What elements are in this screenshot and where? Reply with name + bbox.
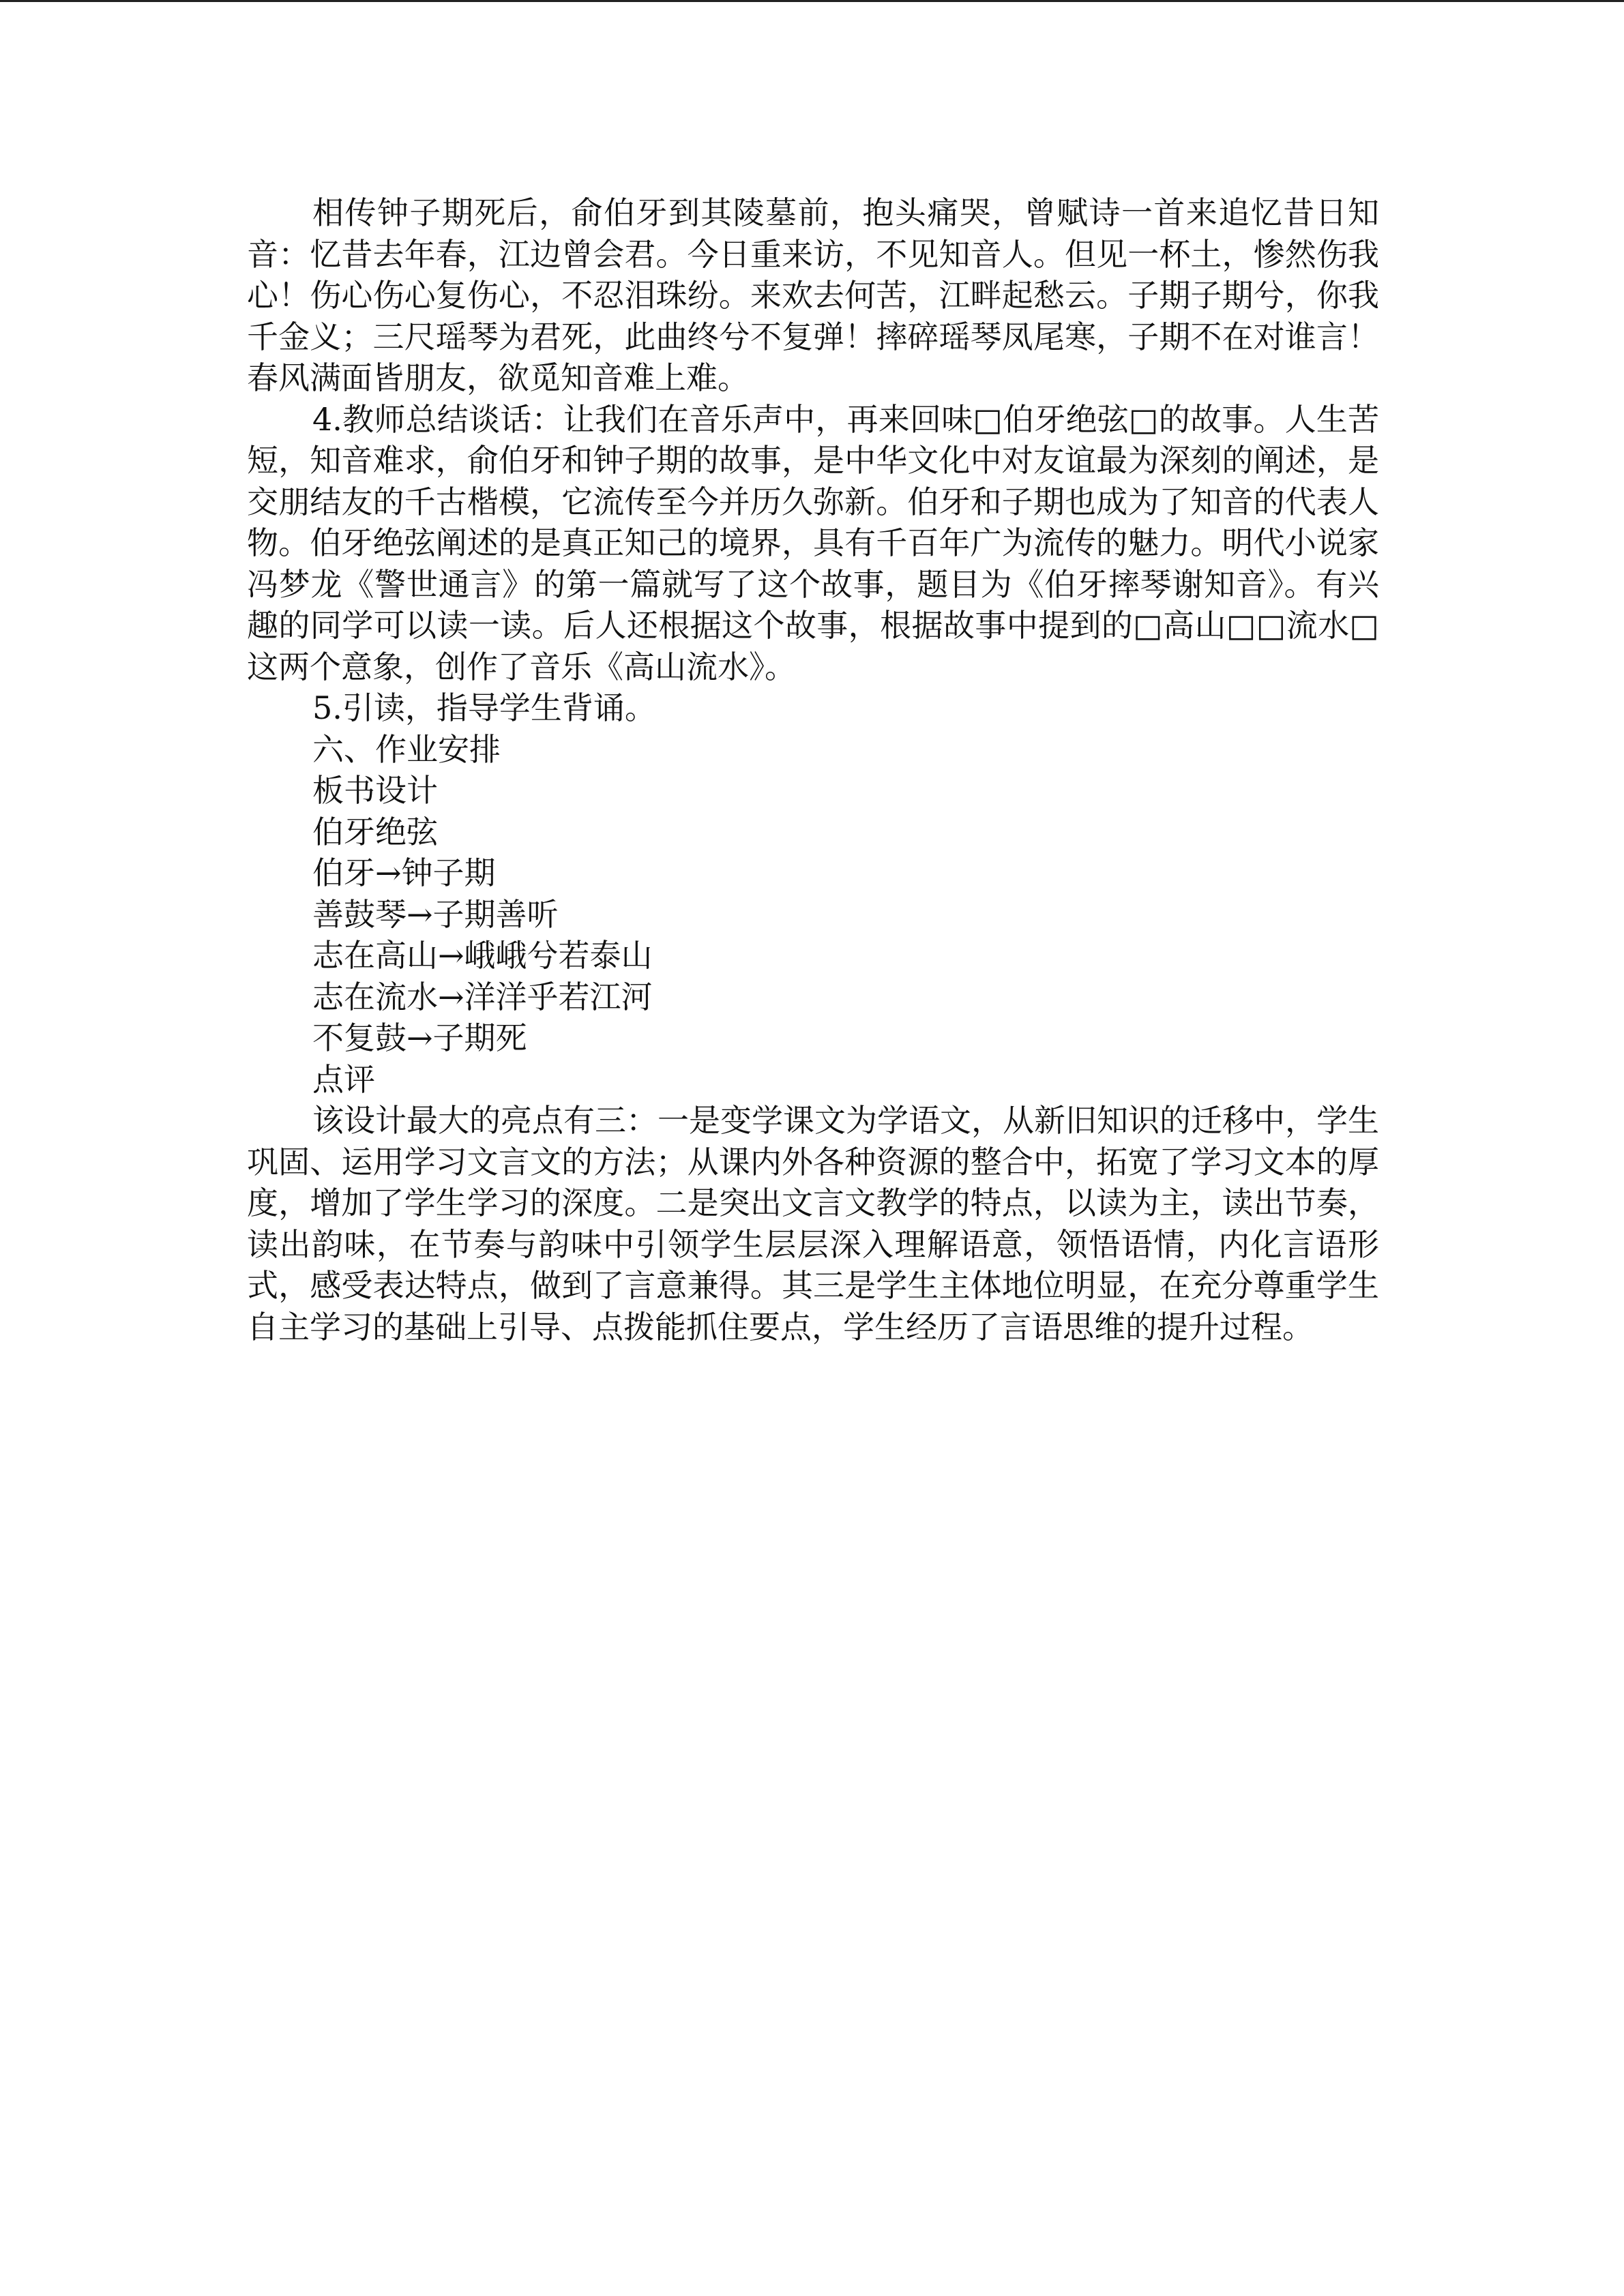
line-item-board-row: 伯牙→钟子期 <box>312 854 496 891</box>
paragraph-bo-ya-elegy: 相传钟子期死后，俞伯牙到其陵墓前，抱头痛哭，曾赋诗一首来追忆昔日知音：忆昔去年春，江边曾会君。今日重来访，不见知音人。但见一杯土，惨然伤我心！伤心伤心复伤心，不忍泪珠纷。来欢去何苦，江畔起愁云。子期子期兮，你我千金义；三尺瑶琴为君死，此曲终兮不复弹！摔碎瑶琴凤尾寒，子期不在对谁言！春风满面皆朋友，欲觅知音难上难。 <box>247 194 1379 396</box>
line-item-board-title: 伯牙绝弦 <box>312 813 438 850</box>
line-item-board-row: 志在流水→洋洋乎若江河 <box>312 978 653 1015</box>
document-body <box>247 192 1379 1347</box>
line-item-homework-heading: 六、作业安排 <box>312 730 501 768</box>
paragraph-teacher-summary: 4.教师总结谈话：让我们在音乐声中，再来回味□伯牙绝弦□的故事。人生苦短，知音难求，俞伯牙和钟子期的故事，是中华文化中对友谊最为深刻的阐述，是交朋结友的千古楷模，它流传至今并历久弥新。伯牙和子期也成为了知音的代表人物。伯牙绝弦阐述的是真正知己的境界，具有千百年广为流传的魅力。明代小说家冯梦龙《警世通言》的第一篇就写了这个故事，题目为《伯牙摔琴谢知音》。有兴趣的同学可以读一读。后人还根据这个故事，根据故事中提到的□高山□□流水□这两个意象，创作了音乐《高山流水》。 <box>247 400 1379 685</box>
line-item-board-design-heading: 板书设计 <box>312 772 438 809</box>
line-item-recitation: 5.引读，指导学生背诵。 <box>312 689 656 726</box>
line-item-comment-heading: 点评 <box>312 1060 375 1098</box>
page-top-border <box>0 0 1624 2</box>
line-item-board-row: 善鼓琴→子期善听 <box>312 895 559 933</box>
line-item-board-row: 志在高山→峨峨兮若泰山 <box>312 937 653 974</box>
paragraph-comment: 该设计最大的亮点有三：一是变学课文为学语文，从新旧知识的迁移中，学生巩固、运用学习文言文的方法；从课内外各种资源的整合中，拓宽了学习文本的厚度，增加了学生学习的深度。二是突出文言文教学的特点，以读为主，读出节奏，读出韵味，在节奏与韵味中引领学生层层深入理解语意，领悟语情，内化言语形式，感受表达特点，做到了言意兼得。其三是学生主体地位明显，在充分尊重学生自主学习的基础上引导、点拨能抓住要点，学生经历了言语思维的提升过程。 <box>247 1102 1379 1345</box>
line-item-board-row: 不复鼓→子期死 <box>312 1019 527 1056</box>
